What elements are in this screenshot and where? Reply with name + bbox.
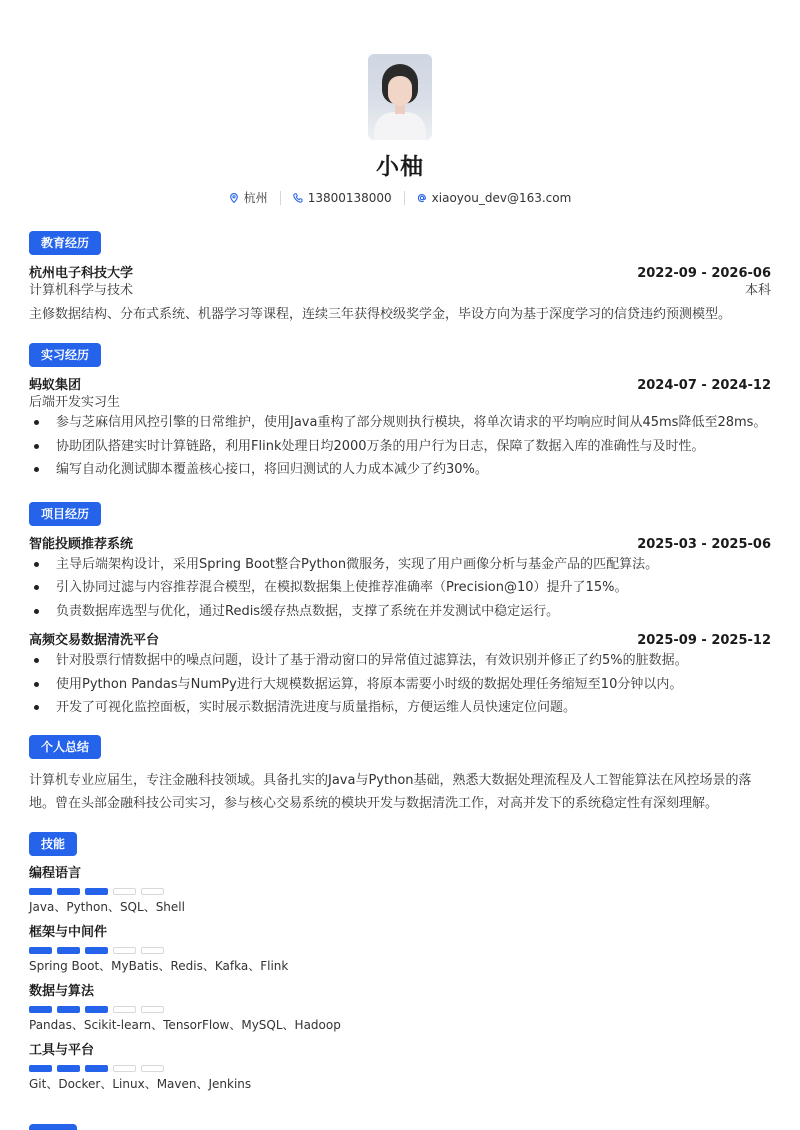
degree: 本科	[744, 283, 771, 298]
skill-category: 框架与中间件	[29, 924, 108, 940]
level-bar-filled	[29, 947, 52, 954]
section-tag-education: 教育经历	[29, 231, 101, 255]
map-pin-icon	[229, 193, 239, 203]
section-tag-skills: 技能	[29, 832, 77, 856]
skill-category: 数据与算法	[29, 983, 95, 999]
level-bar-filled	[29, 1065, 52, 1072]
bullet-item: 针对股票行情数据中的噪点问题，设计了基于滑动窗口的异常值过滤算法，有效识别并修正了约5%的脏数据。	[29, 649, 771, 673]
project-date: 2025-09 - 2025-12	[637, 633, 771, 648]
bullet-item: 编写自动化测试脚本覆盖核心接口，将回归测试的人力成本减少了约30%。	[29, 458, 771, 482]
skill-list: Git、Docker、Linux、Maven、Jenkins	[29, 1076, 252, 1091]
skill-group	[29, 865, 771, 915]
summary-section	[29, 735, 771, 815]
internship-bullets	[29, 411, 771, 482]
education-item	[29, 265, 771, 326]
location-text: 杭州	[243, 191, 268, 205]
level-bar-empty	[141, 947, 164, 954]
level-bar-empty	[113, 1006, 136, 1013]
education-date: 2022-09 - 2026-06	[637, 266, 771, 281]
bullet-item: 参与芝麻信用风控引擎的日常维护，使用Java重构了部分规则执行模块，将单次请求的平均响应时间从45ms降低至28ms。	[29, 411, 771, 435]
internship-item	[29, 377, 771, 482]
project-item	[29, 536, 771, 624]
skills-section	[29, 832, 771, 1092]
resume-header	[29, 0, 771, 206]
section-tag-summary: 个人总结	[29, 735, 101, 759]
project-date: 2025-03 - 2025-06	[637, 536, 771, 552]
bullet-item: 协助团队搭建实时计算链路，利用Flink处理日均2000万条的用户行为日志，保障了数据入库的准确性与及时性。	[29, 435, 771, 459]
skill-list: Pandas、Scikit-learn、TensorFlow、MySQL、Hadoop	[29, 1017, 341, 1032]
contact-location	[229, 189, 268, 206]
company-name: 蚂蚁集团	[29, 378, 82, 393]
next-section-tag-partial	[29, 1124, 77, 1130]
skill-level-bars	[29, 1006, 771, 1013]
level-bar-filled	[57, 1006, 80, 1013]
education-section	[29, 231, 771, 326]
at-sign-icon	[417, 193, 427, 203]
level-bar-empty	[141, 1006, 164, 1013]
phone-text: 13800138000	[307, 190, 392, 205]
level-bar-empty	[141, 1065, 164, 1072]
skill-level-bars	[29, 947, 771, 954]
skill-group	[29, 983, 771, 1033]
level-bar-filled	[57, 947, 80, 954]
summary-text: 计算机专业应届生，专注金融科技领域。具备扎实的Java与Python基础，熟悉大数据处理流程及人工智能算法在风控场景的落地。曾在头部金融科技公司实习，参与核心交易系统的模块开发与数据清洗工作，对高并发下的系统稳定性有深刻理解。	[29, 772, 752, 811]
level-bar-filled	[85, 1065, 108, 1072]
project-name: 高频交易数据清洗平台	[29, 633, 160, 648]
section-tag-internship: 实习经历	[29, 343, 101, 367]
level-bar-filled	[57, 1065, 80, 1072]
skill-list: Spring Boot、MyBatis、Redis、Kafka、Flink	[29, 958, 289, 973]
level-bar-filled	[85, 947, 108, 954]
project-name: 智能投顾推荐系统	[29, 536, 134, 552]
school-name: 杭州电子科技大学	[29, 266, 134, 281]
bullet-item: 开发了可视化监控面板，实时展示数据清洗进度与质量指标，方便运维人员快速定位问题。	[29, 696, 771, 720]
internship-date: 2024-07 - 2024-12	[637, 378, 771, 393]
project-bullets	[29, 553, 771, 624]
email-text: xiaoyou_dev@163.com	[431, 190, 572, 205]
skill-list: Java、Python、SQL、Shell	[29, 899, 185, 914]
level-bar-empty	[141, 888, 164, 895]
internship-section	[29, 343, 771, 482]
major: 计算机科学与技术	[29, 283, 134, 298]
contact-info	[29, 189, 771, 206]
level-bar-empty	[113, 947, 136, 954]
education-description: 主修数据结构、分布式系统、机器学习等课程，连续三年获得校级奖学金，毕设方向为基于深度学习的信贷违约预测模型。	[29, 307, 732, 322]
divider	[280, 191, 281, 205]
skill-level-bars	[29, 1065, 771, 1072]
role: 后端开发实习生	[29, 395, 121, 410]
skill-category: 编程语言	[29, 865, 82, 881]
phone-icon	[293, 193, 303, 203]
level-bar-empty	[113, 888, 136, 895]
candidate-name: 小柚	[376, 154, 424, 180]
bullet-item: 主导后端架构设计，采用Spring Boot整合Python微服务，实现了用户画像分析与基金产品的匹配算法。	[29, 553, 771, 577]
project-bullets	[29, 649, 771, 720]
level-bar-filled	[57, 888, 80, 895]
level-bar-filled	[29, 888, 52, 895]
avatar	[368, 54, 432, 140]
bullet-item: 负责数据库选型与优化，通过Redis缓存热点数据，支撑了系统在并发测试中稳定运行。	[29, 600, 771, 624]
skill-level-bars	[29, 888, 771, 895]
level-bar-filled	[85, 888, 108, 895]
level-bar-filled	[29, 1006, 52, 1013]
project-item	[29, 632, 771, 720]
contact-phone	[293, 191, 392, 205]
section-tag-projects: 项目经历	[29, 502, 101, 526]
projects-section	[29, 502, 771, 720]
skill-group	[29, 924, 771, 974]
skill-category: 工具与平台	[29, 1042, 95, 1058]
divider	[404, 191, 405, 205]
level-bar-empty	[113, 1065, 136, 1072]
skill-group	[29, 1042, 771, 1092]
level-bar-filled	[85, 1006, 108, 1013]
bullet-item: 使用Python Pandas与NumPy进行大规模数据运算，将原本需要小时级的数据处理任务缩短至10分钟以内。	[29, 673, 771, 697]
bullet-item: 引入协同过滤与内容推荐混合模型，在模拟数据集上使推荐准确率（Precision@10）提升了15%。	[29, 576, 771, 600]
contact-email	[417, 191, 572, 205]
